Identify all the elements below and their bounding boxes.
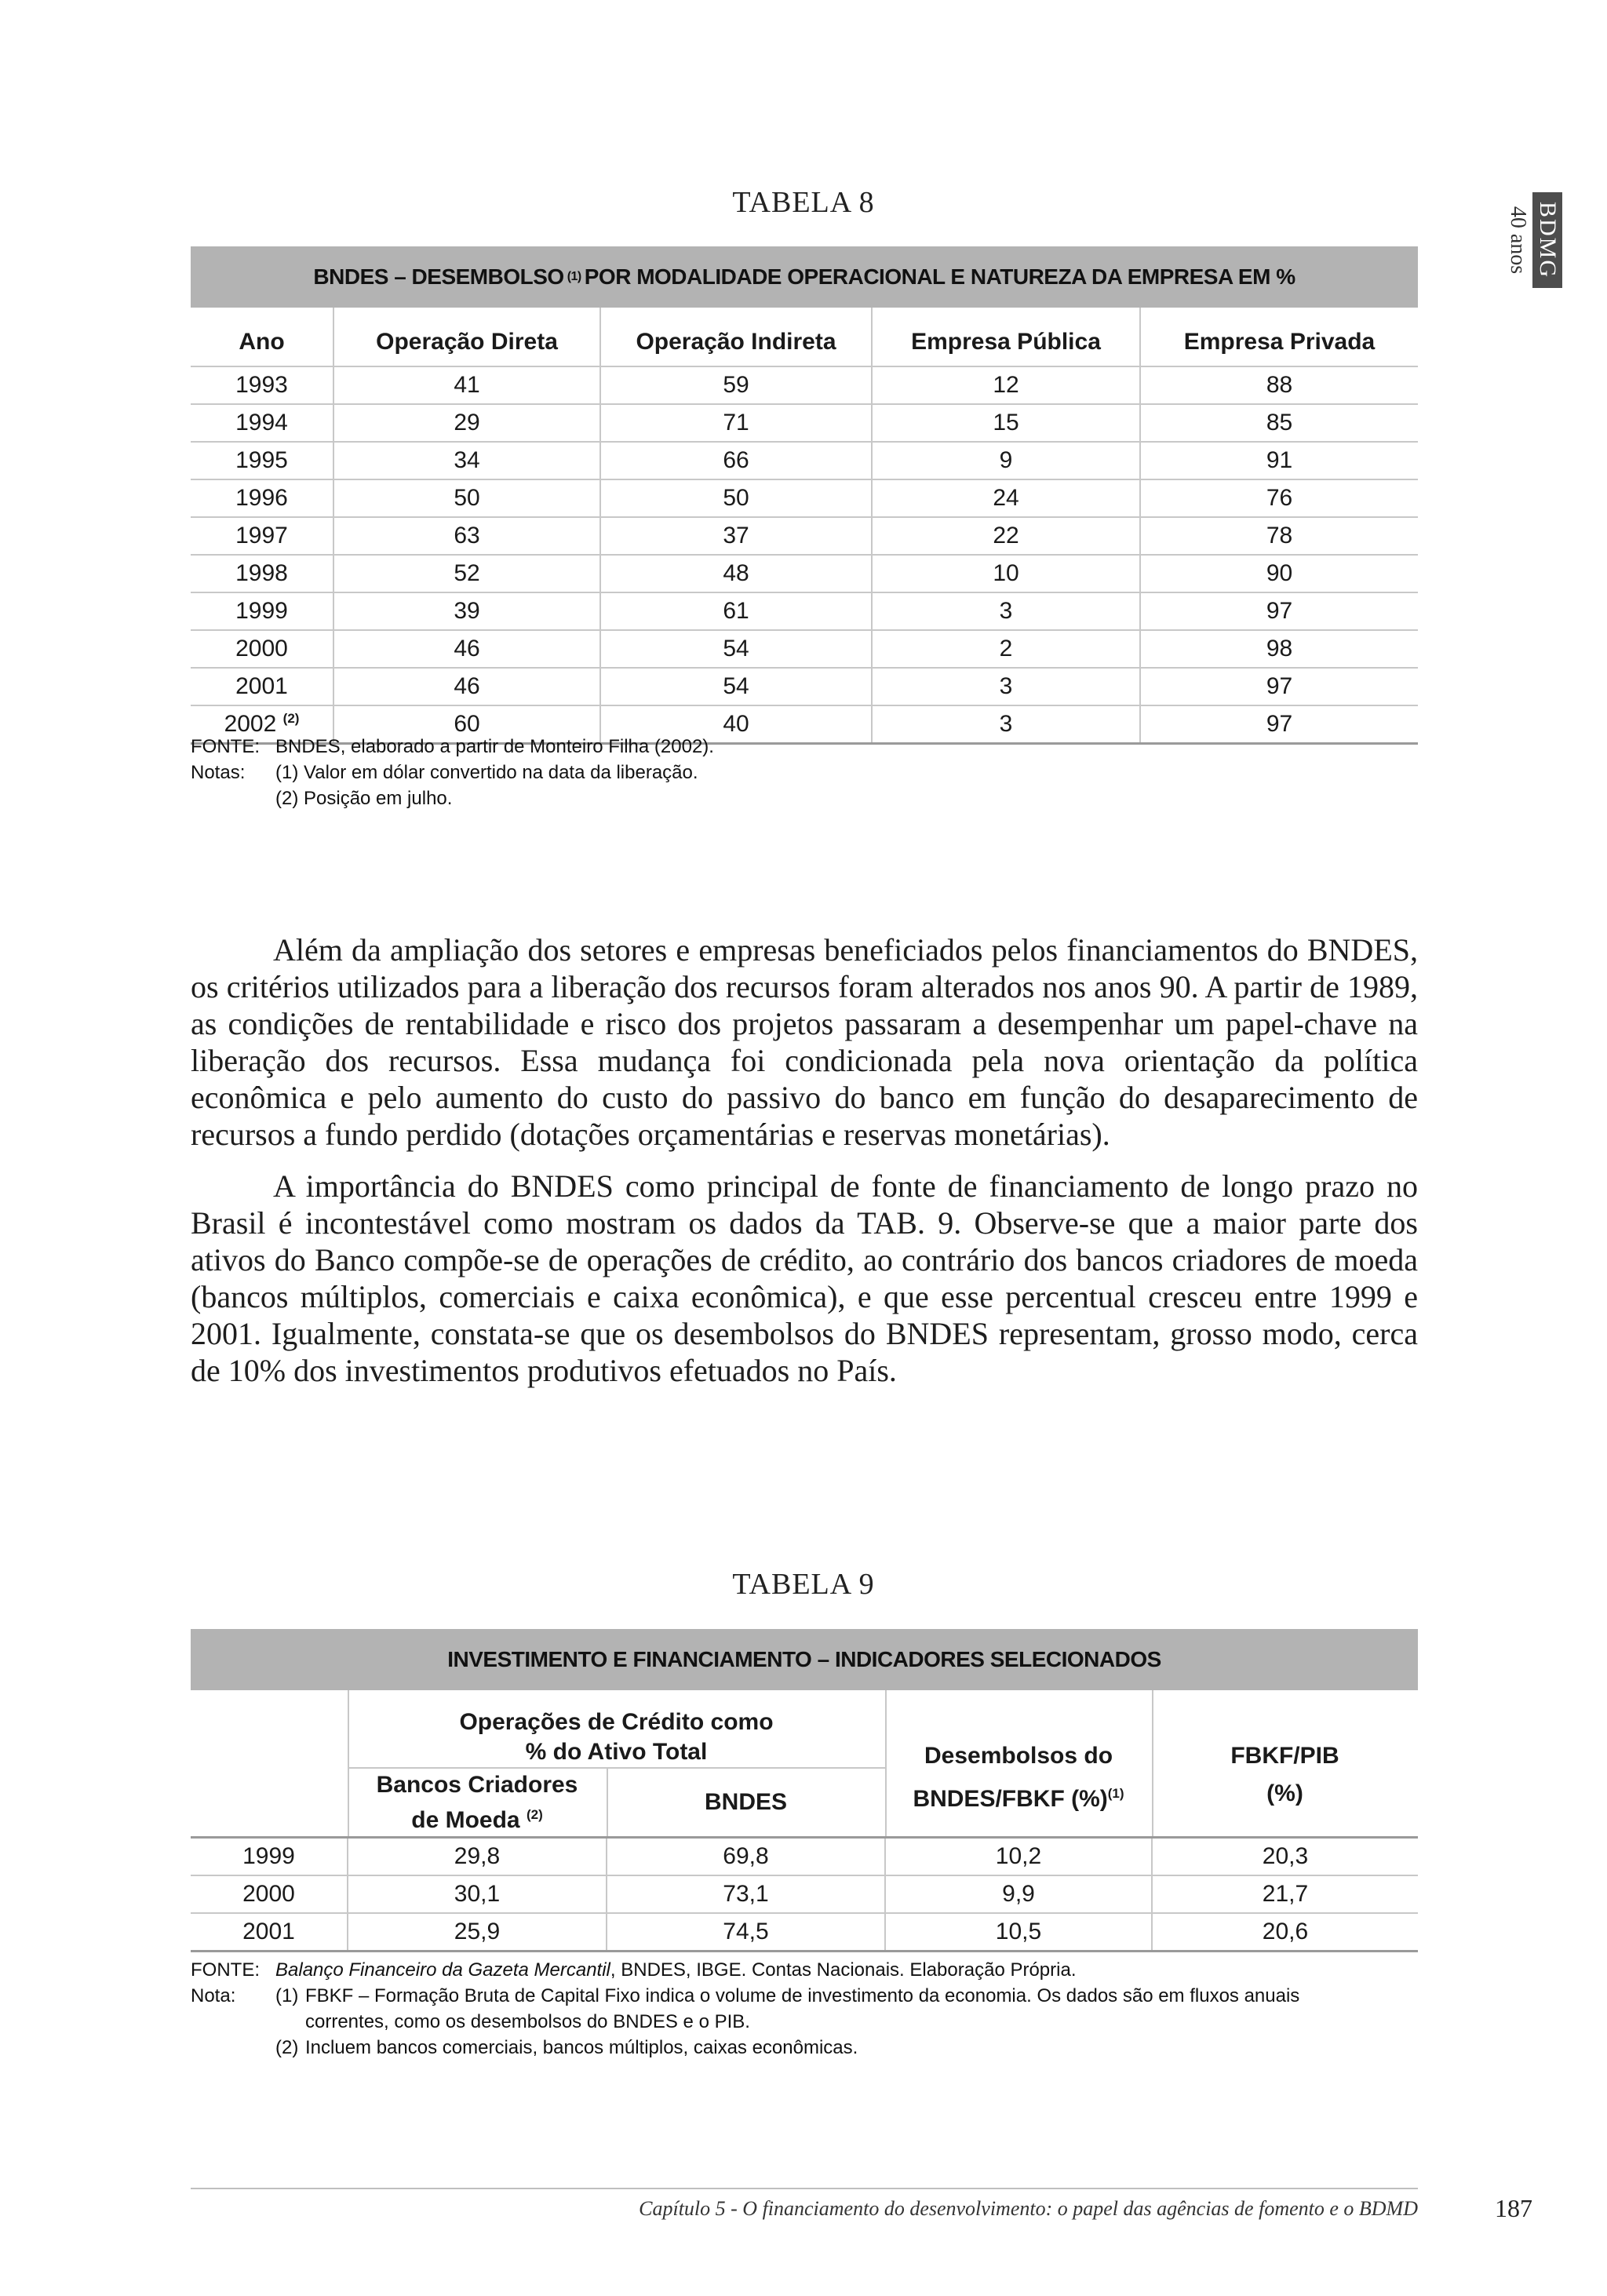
table-cell: 85 <box>1140 404 1418 442</box>
table-cell: 66 <box>600 442 872 479</box>
footer-rule <box>191 2188 1418 2189</box>
table8-heading <box>191 246 1418 308</box>
notes-label: Nota: <box>191 1985 236 2006</box>
table9-grid <box>191 1839 1418 1952</box>
table-row <box>191 479 1418 517</box>
table-cell: 10,5 <box>885 1913 1152 1952</box>
table-row <box>191 630 1418 668</box>
table-cell: 71 <box>600 404 872 442</box>
table-cell: 20,3 <box>1152 1839 1418 1875</box>
table9-header <box>191 1690 1418 1839</box>
table-cell: 1999 <box>191 1839 348 1875</box>
table-cell: 30,1 <box>348 1875 607 1913</box>
table-cell: 3 <box>872 705 1140 744</box>
table-cell: 46 <box>333 630 600 668</box>
table-cell: 2001 <box>191 1913 348 1952</box>
table8-grid <box>191 308 1418 745</box>
table-cell: 54 <box>600 630 872 668</box>
col4-line1: FBKF/PIB <box>1230 1743 1339 1769</box>
table-cell: 97 <box>1140 592 1418 630</box>
table-cell: 97 <box>1140 668 1418 705</box>
note-1: (1) Valor em dólar convertido na data da liberação. <box>275 762 698 783</box>
table-cell: 20,6 <box>1152 1913 1418 1952</box>
group-header-line1: Operações de Crédito como <box>459 1709 774 1735</box>
table-cell: 2001 <box>191 668 333 705</box>
col-header-fbkf-pib <box>1152 1737 1418 1813</box>
table8-col-header: Ano <box>191 308 333 366</box>
table-cell: 9 <box>872 442 1140 479</box>
table-cell: 60 <box>333 705 600 744</box>
col3-note: (1) <box>1107 1786 1124 1801</box>
note-2: Incluem bancos comerciais, bancos múltiplos, caixas econômicas. <box>305 2037 858 2058</box>
running-footer: Capítulo 5 - O financiamento do desenvolvimento: o papel das agências de fomento e o BDMD <box>639 2197 1418 2220</box>
table8-header-row <box>191 308 1418 366</box>
table-cell: 88 <box>1140 366 1418 404</box>
table-row <box>191 1839 1418 1875</box>
sub-col1-note: (2) <box>526 1807 543 1822</box>
table-cell: 61 <box>600 592 872 630</box>
col3-line1: Desembolsos do <box>924 1743 1113 1769</box>
table-cell: 10,2 <box>885 1839 1152 1875</box>
table-row <box>191 442 1418 479</box>
table-cell: 39 <box>333 592 600 630</box>
table8-title: TABELA 8 <box>732 186 875 219</box>
sub-col-header-banks <box>348 1770 607 1835</box>
table-cell: 22 <box>872 517 1140 555</box>
years-label: 40 anos <box>1506 206 1530 275</box>
table-cell: 1998 <box>191 555 333 592</box>
table8-col-header: Operação Direta <box>333 308 600 366</box>
table-cell: 97 <box>1140 705 1418 744</box>
table8-notes <box>191 734 714 811</box>
page-number: 187 <box>1495 2194 1532 2222</box>
table8-heading-part2: POR MODALIDADE OPERACIONAL E NATUREZA DA EMPRESA EM % <box>584 264 1295 289</box>
table9-title: TABELA 9 <box>732 1568 875 1601</box>
table-cell: 1997 <box>191 517 333 555</box>
paragraph: Além da ampliação dos setores e empresas beneficiados pelos financiamentos do BNDES, os critérios utilizados para a liberação dos recursos foram alterados nos anos 90. A partir de 1989, as condições de rentabilidade e risco dos projetos passaram a desempenhar um papel-chave na liberação dos recursos. Essa mudança foi condicionada pela nova orientação da política econômica e pelo aumento do custo do passivo do banco em função do desaparecimento de recursos a fundo perdido (dotações orçamentárias e reservas monetárias). <box>191 932 1418 1152</box>
source-italic: Balanço Financeiro da Gazeta Mercantil <box>275 1959 610 1981</box>
note-2: (2) Posição em julho. <box>275 788 453 809</box>
table-cell: 46 <box>333 668 600 705</box>
source-label: FONTE: <box>191 1959 260 1981</box>
table-cell: 90 <box>1140 555 1418 592</box>
sub-col-header-bndes: BNDES <box>704 1789 787 1815</box>
paragraph: A importância do BNDES como principal de fonte de financiamento de longo prazo no Brasil é incontestável como mostram os dados da TAB. 9. Observe-se que a maior parte dos ativos do Banco compõe-se de operações de crédito, ao contrário dos bancos criadores de moeda (bancos múltiplos, comerciais e caixa econômica), e que esse percentual cresceu entre 1999 e 2001. Igualmente, constata-se que os desembolsos do BNDES representam, grosso modo, cerca de 10% dos investimentos produtivos efetuados no País. <box>191 1168 1418 1388</box>
table-cell: 10 <box>872 555 1140 592</box>
table-cell: 73,1 <box>607 1875 885 1913</box>
note1-line2: correntes, como os desembolsos do BNDES e o PIB. <box>305 2011 750 2032</box>
table9-notes <box>191 1957 1418 2061</box>
year-value: 2002 <box>224 711 277 737</box>
table-cell: 69,8 <box>607 1839 885 1875</box>
table-cell: 1995 <box>191 442 333 479</box>
table-cell: 2000 <box>191 630 333 668</box>
table-row <box>191 592 1418 630</box>
row-note: (2) <box>282 711 300 726</box>
table-cell: 1994 <box>191 404 333 442</box>
group-header <box>348 1707 885 1767</box>
table-cell: 40 <box>600 705 872 744</box>
table-row <box>191 366 1418 404</box>
table8-col-header: Empresa Privada <box>1140 308 1418 366</box>
table-cell: 2 <box>872 630 1140 668</box>
col3-line2: BNDES/FBKF (%) <box>913 1786 1108 1812</box>
table8-heading-part1: BNDES – DESEMBOLSO <box>313 264 564 289</box>
note1-num: (1) <box>275 1985 299 2006</box>
table-cell: 21,7 <box>1152 1875 1418 1913</box>
table-cell: 2000 <box>191 1875 348 1913</box>
table-cell: 78 <box>1140 517 1418 555</box>
table-cell: 41 <box>333 366 600 404</box>
table-cell: 24 <box>872 479 1140 517</box>
note-1 <box>305 1983 1299 2035</box>
table-cell: 9,9 <box>885 1875 1152 1913</box>
table-row <box>191 517 1418 555</box>
source-rest: , BNDES, IBGE. Contas Nacionais. Elaboração Própria. <box>610 1959 1077 1981</box>
table-row <box>191 555 1418 592</box>
table8 <box>191 246 1418 745</box>
table-cell: 50 <box>600 479 872 517</box>
sub-col1-line1: Bancos Criadores <box>376 1772 578 1798</box>
table-cell: 74,5 <box>607 1913 885 1952</box>
table-row <box>191 1913 1418 1952</box>
table-cell: 3 <box>872 592 1140 630</box>
table-cell: 52 <box>333 555 600 592</box>
table-cell: 1996 <box>191 479 333 517</box>
table-cell: 54 <box>600 668 872 705</box>
table8-col-header: Operação Indireta <box>600 308 872 366</box>
table9 <box>191 1629 1418 1952</box>
note1-line1: FBKF – Formação Bruta de Capital Fixo indica o volume de investimento da economia. Os dados são em fluxos anuais <box>305 1985 1300 2006</box>
brand-label: BDMG <box>1535 201 1561 279</box>
table-cell: 34 <box>333 442 600 479</box>
body-text <box>191 931 1418 1389</box>
table-cell: 15 <box>872 404 1140 442</box>
col4-line2: (%) <box>1266 1780 1303 1806</box>
sub-col1-line2: de Moeda <box>411 1807 520 1833</box>
group-header-line2: % do Ativo Total <box>525 1739 708 1765</box>
table-cell: 91 <box>1140 442 1418 479</box>
table-cell: 98 <box>1140 630 1418 668</box>
table-cell: 48 <box>600 555 872 592</box>
table-row <box>191 668 1418 705</box>
col-header-disbursements <box>885 1737 1152 1818</box>
source-text: BNDES, elaborado a partir de Monteiro Filha (2002). <box>275 736 714 757</box>
table9-heading: INVESTIMENTO E FINANCIAMENTO – INDICADORES SELECIONADOS <box>191 1629 1418 1690</box>
table-cell: 59 <box>600 366 872 404</box>
table-cell: 63 <box>333 517 600 555</box>
table8-col-header: Empresa Pública <box>872 308 1140 366</box>
table-cell: 3 <box>872 668 1140 705</box>
table-row <box>191 1875 1418 1913</box>
notes-label: Notas: <box>191 762 246 783</box>
note2-num: (2) <box>275 2037 299 2058</box>
table-cell: 76 <box>1140 479 1418 517</box>
table-row <box>191 404 1418 442</box>
table8-heading-note: (1) <box>567 270 581 283</box>
source-label: FONTE: <box>191 736 260 757</box>
table-cell: 12 <box>872 366 1140 404</box>
table-cell: 29 <box>333 404 600 442</box>
table-cell: 29,8 <box>348 1839 607 1875</box>
table-cell: 1999 <box>191 592 333 630</box>
table-cell: 1993 <box>191 366 333 404</box>
table-cell: 25,9 <box>348 1913 607 1952</box>
table-cell: 37 <box>600 517 872 555</box>
table-cell: 50 <box>333 479 600 517</box>
